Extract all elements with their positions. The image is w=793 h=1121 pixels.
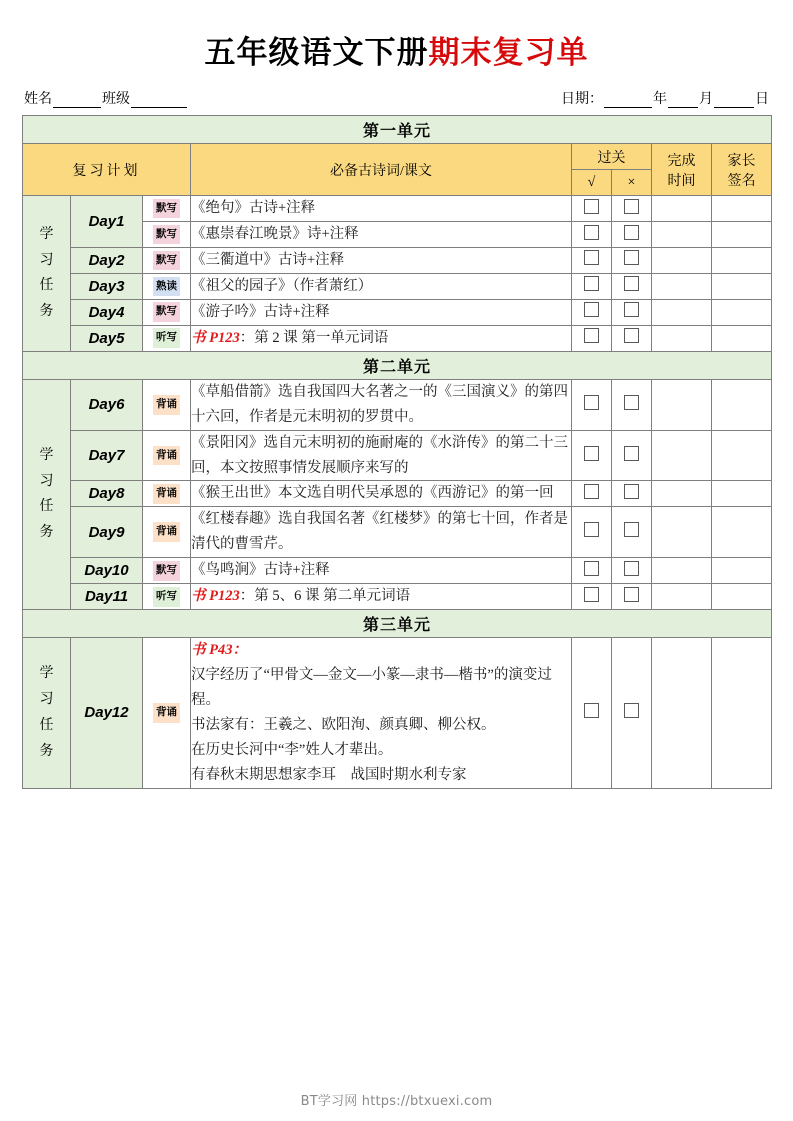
tag-cell [143,481,191,507]
checkbox-pass-ok[interactable] [584,703,599,718]
content-cell: 《惠崇春江晚景》诗+注释 [191,222,572,248]
header-plan-label: 复习计划 [72,163,141,179]
content-cell [191,638,572,789]
header-parent-sign-line2: 签名 [727,173,756,189]
checkbox-pass-ok[interactable] [584,199,599,214]
checkbox-pass-ok[interactable] [584,522,599,537]
task-char: 习 [39,692,54,708]
checkbox-pass-no[interactable] [624,225,639,240]
header-finish-time [652,144,712,196]
pass-no-cell[interactable] [612,481,652,507]
header-finish-time-line1: 完成 [667,153,696,169]
unit-banner-row [23,116,772,144]
content-text: ：第 2 课 第一单元词语 [239,329,389,346]
header-content [191,144,572,196]
task-char: 务 [39,304,54,320]
task-char: 务 [39,525,54,541]
content-cell: 《景阳冈》选自元末明初的施耐庵的《水浒传》的第二十三回，本文按照事情发展顺序来写的 [191,430,572,481]
header-finish-time-line2: 时间 [667,173,696,189]
table-row [23,481,772,507]
checkbox-pass-ok[interactable] [584,225,599,240]
parent-sign-cell[interactable] [712,481,772,507]
finish-time-cell[interactable] [652,584,712,610]
day-cell: Day11 [71,584,143,610]
day-cell: Day8 [71,481,143,507]
pass-ok-cell[interactable] [572,273,612,299]
tag-badge: 背诵 [153,484,180,504]
task-label-unit3 [23,638,71,789]
pass-no-cell[interactable] [612,325,652,351]
content-cell: 《祖父的园子》（作者萧红） [191,273,572,299]
task-char: 任 [39,717,54,733]
content-cell: 《红楼春趣》选自我国名著《红楼梦》的第七十回，作者是清代的曹雪芹。 [191,507,572,558]
parent-sign-cell[interactable] [712,430,772,481]
table-row [23,247,772,273]
tag-cell [143,379,191,430]
pass-ok-cell[interactable] [572,196,612,222]
checkbox-pass-no[interactable] [624,250,639,265]
checkbox-pass-no[interactable] [624,484,639,499]
pass-no-cell[interactable] [612,507,652,558]
tag-badge: 听写 [153,328,180,348]
meta-left-group [24,88,188,108]
finish-time-cell[interactable] [652,507,712,558]
day-cell: Day1 [71,196,143,248]
day-label: 日 [755,92,769,108]
name-input-line[interactable] [53,95,101,108]
table-row [23,638,772,789]
pass-ok-cell[interactable] [572,222,612,248]
day-cell: Day10 [71,558,143,584]
tag-badge: 背诵 [153,446,180,466]
pass-no-cell[interactable] [612,196,652,222]
checkbox-pass-no[interactable] [624,522,639,537]
finish-time-cell[interactable] [652,481,712,507]
checkbox-pass-ok[interactable] [584,587,599,602]
tag-cell [143,196,191,222]
tag-cell [143,273,191,299]
checkbox-pass-no[interactable] [624,587,639,602]
pass-ok-cell[interactable] [572,638,612,789]
task-char: 任 [39,499,54,515]
content-cell [191,584,572,610]
pass-ok-cell[interactable] [572,584,612,610]
checkbox-pass-ok[interactable] [584,446,599,461]
header-pass-label: 过关 [597,150,626,166]
tag-badge: 背诵 [153,395,180,415]
checkbox-pass-ok[interactable] [584,276,599,291]
unit-banner-2: 第二单元 [23,351,772,379]
checkbox-pass-no[interactable] [624,703,639,718]
tag-cell [143,558,191,584]
header-pass-ok: √ [572,170,612,196]
header-content-label: 必备古诗词/课文 [330,163,432,179]
pass-no-cell[interactable] [612,558,652,584]
task-char: 学 [39,666,54,682]
pass-no-cell[interactable] [612,379,652,430]
parent-sign-cell[interactable] [712,584,772,610]
day-cell: Day3 [71,273,143,299]
content-paragraph: 有春秋末期思想家李耳 战国时期水利专家 [191,766,467,783]
table-row [23,558,772,584]
table-row [23,299,772,325]
pass-no-cell[interactable] [612,222,652,248]
day-cell: Day6 [71,379,143,430]
content-cell: 《游子吟》古诗+注释 [191,299,572,325]
parent-sign-cell[interactable] [712,325,772,351]
task-char: 习 [39,252,54,268]
finish-time-cell[interactable] [652,430,712,481]
table-row [23,507,772,558]
date-year-input-line[interactable] [604,95,652,108]
pass-no-cell[interactable] [612,299,652,325]
content-cell: 《绝句》古诗+注释 [191,196,572,222]
finish-time-cell[interactable] [652,558,712,584]
tag-cell [143,325,191,351]
table-row [23,584,772,610]
table-row [23,379,772,430]
parent-sign-cell[interactable] [712,299,772,325]
pass-ok-cell[interactable] [572,558,612,584]
tag-cell [143,299,191,325]
task-label-unit2 [23,379,71,609]
checkbox-pass-no[interactable] [624,561,639,576]
parent-sign-cell[interactable] [712,379,772,430]
tag-cell [143,507,191,558]
checkbox-pass-ok[interactable] [584,302,599,317]
checkbox-pass-no[interactable] [624,199,639,214]
finish-time-cell[interactable] [652,638,712,789]
tag-cell [143,584,191,610]
checkbox-pass-ok[interactable] [584,328,599,343]
content-paragraph: 汉字经历了“甲骨文—金文—小篆—隶书—楷书”的演变过程。 [191,667,552,709]
tag-badge: 默写 [153,302,180,322]
student-meta-row [22,74,771,115]
checkbox-pass-ok[interactable] [584,561,599,576]
content-cell: 《鸟鸣涧》古诗+注释 [191,558,572,584]
parent-sign-cell[interactable] [712,247,772,273]
tag-badge: 默写 [153,561,180,581]
tag-cell [143,638,191,789]
finish-time-cell[interactable] [652,379,712,430]
task-char: 任 [39,278,54,294]
content-paragraph: 在历史长河中“李”姓人才辈出。 [191,741,393,758]
pass-ok-cell[interactable] [572,481,612,507]
header-parent-sign-line1: 家长 [727,153,756,169]
finish-time-cell[interactable] [652,247,712,273]
pass-ok-cell[interactable] [572,247,612,273]
tag-cell [143,430,191,481]
table-row [23,430,772,481]
page-title-red: 期末复习单 [428,35,589,71]
unit-banner-row [23,610,772,638]
task-label-unit1 [23,196,71,352]
pass-ok-cell[interactable] [572,299,612,325]
date-label: 日期： [561,92,603,108]
page-title-black: 五年级语文下册 [204,35,429,71]
parent-sign-cell[interactable] [712,558,772,584]
table-row [23,273,772,299]
parent-sign-cell[interactable] [712,507,772,558]
finish-time-cell[interactable] [652,299,712,325]
header-pass [572,144,652,170]
tag-badge: 背诵 [153,522,180,542]
finish-time-cell[interactable] [652,196,712,222]
table-row [23,325,772,351]
pass-ok-cell[interactable] [572,507,612,558]
unit-banner-row [23,351,772,379]
finish-time-cell[interactable] [652,325,712,351]
parent-sign-cell[interactable] [712,638,772,789]
book-ref: 书 P123 [191,588,240,605]
checkbox-pass-ok[interactable] [584,395,599,410]
parent-sign-cell[interactable] [712,222,772,248]
class-label: 班级 [102,92,130,108]
parent-sign-cell[interactable] [712,273,772,299]
checkbox-pass-no[interactable] [624,446,639,461]
day-cell: Day9 [71,507,143,558]
table-row [23,196,772,222]
name-label: 姓名 [24,92,52,108]
unit-banner-3: 第三单元 [23,610,772,638]
content-cell: 《猴王出世》本文选自明代吴承恩的《西游记》的第一回 [191,481,572,507]
task-char: 习 [39,473,54,489]
unit-banner-1: 第一单元 [23,116,772,144]
date-month-input-line[interactable] [668,95,698,108]
checkbox-pass-no[interactable] [624,302,639,317]
review-plan-table [22,115,772,789]
finish-time-cell[interactable] [652,273,712,299]
parent-sign-cell[interactable] [712,196,772,222]
meta-right-group [561,88,769,108]
content-paragraph: 书法家有：王羲之、欧阳洵、颜真卿、柳公权。 [191,716,496,733]
content-cell: 《草船借箭》选自我国四大名著之一的《三国演义》的第四十六回，作者是元末明初的罗贯中。 [191,379,572,430]
checkbox-pass-no[interactable] [624,395,639,410]
header-pass-no: × [612,170,652,196]
task-char: 学 [39,447,54,463]
tag-badge: 默写 [153,251,180,271]
checkbox-pass-ok[interactable] [584,484,599,499]
header-parent-sign [712,144,772,196]
pass-no-cell[interactable] [612,430,652,481]
tag-badge: 默写 [153,225,180,245]
month-label: 月 [699,92,713,108]
tag-badge: 默写 [153,199,180,219]
date-day-input-line[interactable] [714,95,754,108]
pass-ok-cell[interactable] [572,430,612,481]
day-cell: Day5 [71,325,143,351]
checkbox-pass-no[interactable] [624,276,639,291]
checkbox-pass-ok[interactable] [584,250,599,265]
tag-cell [143,222,191,248]
book-ref: 书 P43： [191,642,247,659]
pass-no-cell[interactable] [612,584,652,610]
pass-ok-cell[interactable] [572,325,612,351]
tag-cell [143,247,191,273]
class-input-line[interactable] [131,95,187,108]
checkbox-pass-no[interactable] [624,328,639,343]
day-cell: Day2 [71,247,143,273]
day-cell: Day12 [71,638,143,789]
pass-ok-cell[interactable] [572,379,612,430]
tag-badge: 背诵 [153,703,180,723]
table-header-row-top [23,144,772,170]
content-cell: 《三衢道中》古诗+注释 [191,247,572,273]
tag-badge: 听写 [153,587,180,607]
header-plan [23,144,191,196]
footer-watermark: BT学习网 https://btxuexi.com [300,1094,493,1109]
content-cell [191,325,572,351]
day-cell: Day7 [71,430,143,481]
finish-time-cell[interactable] [652,222,712,248]
pass-no-cell[interactable] [612,638,652,789]
tag-badge: 熟读 [153,277,180,297]
pass-no-cell[interactable] [612,247,652,273]
book-ref: 书 P123 [191,329,240,346]
page-title [22,0,771,74]
content-text: ：第 5、6 课 第二单元词语 [239,588,411,605]
day-cell: Day4 [71,299,143,325]
task-char: 学 [39,226,54,242]
task-char: 务 [39,743,54,759]
pass-no-cell[interactable] [612,273,652,299]
year-label: 年 [653,92,667,108]
